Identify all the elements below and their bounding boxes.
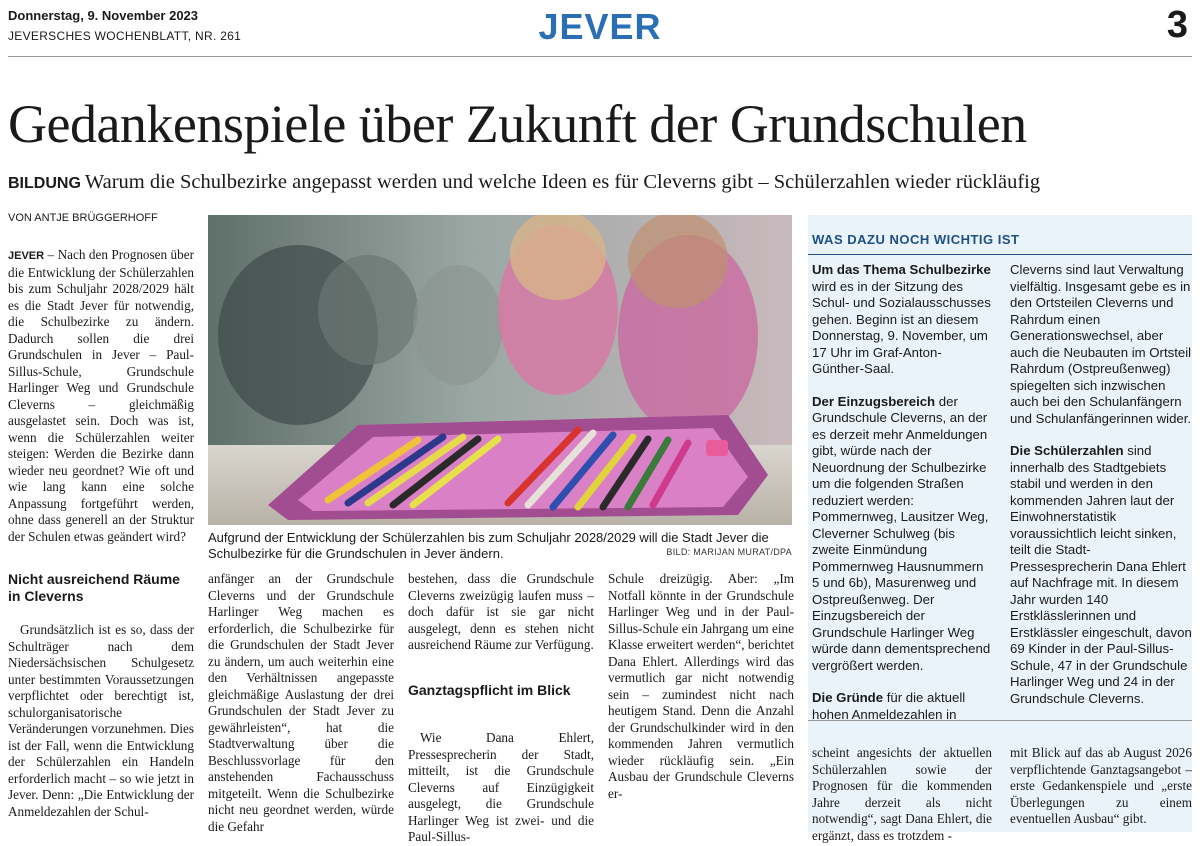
subhead-ganztag: Ganztagspflicht im Blick <box>408 682 571 698</box>
continuation-column-1: scheint angesichts der aktuellen Schülerzahlen sowie der Prognosen für die kommenden Jahre derzeit als nicht notwendig“, sagt Dana Ehlert, die ergänzt, dass es trotzdem - <box>812 745 992 843</box>
info-col2-text: Cleverns sind laut Verwaltung vielfältig. Insgesamt gebe es in den Ortsteilen Cleverns und Rahrdum einen Generationswechsel, aber auch die Neubauten im Ortsteil Rahrdum (Ostpreußenweg) spiegelten sich inzwischen auch bei den Schulanfängern und Schulanfängerinnen wider. <box>1010 262 1192 426</box>
info-item-3-text: für die aktuell hohen Anmeldezahlen in <box>812 690 966 722</box>
info-box-title: WAS DAZU NOCH WICHTIG IST <box>812 232 1020 247</box>
info-box-divider <box>808 254 1192 255</box>
article-headline: Gedankenspiele über Zukunft der Grundschulen <box>8 94 1027 154</box>
info-item-1-lead: Um das Thema Schulbezirke <box>812 262 991 277</box>
article-column-4: Schule dreizügig. Aber: „Im Notfall könnte in der Grundschule Harlinger Weg und in der Paul-Sillus-Schule ein Jahrgang um eine Klasse erweitert werden“, berichtet Dana Ehlert. Allerdings wird das vermutlich gar nicht notwendig sein – zumindest nicht nach heutigem Stand. Denn die Anzahl der Grundschulkinder wird in den kommenden Jahren vermutlich wieder rückläufig sein. „Ein Ausbau der Grundschule Cleverns er- <box>608 571 794 801</box>
info-item-1-text: wird es in der Sitzung des Schul- und Sozialausschusses gehen. Beginn ist an diesem Donnerstag, 9. November, um 17 Uhr im Graf-Anton-Günther-Saal. <box>812 278 991 376</box>
article-column-2: anfänger an der Grundschule Cleverns und der Grundschule Harlinger Weg machen es erforderlich, die Schulbezirke für die Grundschulen der Stadt Jever zu ändern, um auch weiterhin eine den Verhältnissen angepasste gleichmäßige Auslastung der drei Grundschulen der Stadt Jever zu gewährleisten“, hat die Stadtverwaltung über die Beschlussvorlage für den anstehenden Fachausschuss mitgeteilt. Wenn die Schulbezirke nicht neu geordnet werden, würde die Gefahr <box>208 571 394 834</box>
article-subline-text: Warum die Schulbezirke angepasst werden und welche Ideen es für Cleverns gibt – Schülerzahlen wieder rückläufig <box>84 171 1041 193</box>
article-photo <box>208 215 792 525</box>
info-item-4-lead: Die Schülerzahlen <box>1010 443 1124 458</box>
article-column-1 <box>8 247 194 545</box>
photo-caption: Aufgrund der Entwicklung der Schülerzahlen bis zum Schuljahr 2028/2029 will die Stadt Jever die Schulbezirke für die Grundschulen in Jever ändern. <box>208 530 769 561</box>
article-column-3: bestehen, dass die Grundschule Cleverns zweizügig laufen muss – doch dafür ist sie gar nicht ausgelegt, denn es stehen nicht ausreichend Räume zur Verfügung. <box>408 571 594 652</box>
article-kicker: BILDUNG <box>8 175 81 192</box>
dateline: JEVER <box>8 250 45 262</box>
byline: VON ANTJE BRÜGGERHOFF <box>8 212 158 224</box>
page-number: 3 <box>1166 4 1188 46</box>
subhead-raeume: Nicht ausreichend Räume in Cleverns <box>8 571 180 604</box>
info-box-column-2 <box>1010 262 1192 707</box>
info-box-column-1 <box>812 262 992 723</box>
info-item-2-lead: Der Einzugsbereich <box>812 393 936 409</box>
issue-date: Donnerstag, 9. November 2023 <box>8 8 199 23</box>
continuation-column-2: mit Blick auf das ab August 2026 verpflichtende Ganztagsangebot – erste Gedankenspiele und „erste Überlegungen zu einem eventuellen Ausbau“ gibt. <box>1010 745 1192 826</box>
info-item-2-text: der Grundschule Cleverns, an der es derzeit mehr Anmeldungen gibt, würde nach der Neuordnung der Schulbezirke um die folgenden Straßen reduziert werden: Pommernweg, Lausitzer Weg, Cleverner Schulweg (bis zweite Einmündung Pommernweg Hausnummern 5 und 6b), Masurenweg und Ostpreußenweg. Der Einzugsbereich der Grundschule Harlinger Weg würde dann dementsprechend vergrößert werden. <box>812 393 991 673</box>
publication-name: JEVERSCHES WOCHENBLATT, NR. 261 <box>8 29 242 43</box>
info-item-4-text: sind innerhalb des Stadtgebiets stabil und werden in den kommenden Jahren laut der Einwohnerstatistik voraussichtlich leicht sinken, teilt die Stadt-Pressesprecherin Dana Ehlert auf Nachfrage mit. In diesem Jahr wurden 140 Erstklässlerinnen und Erstklässler eingeschult, davon 69 Kinder in der Paul-Sillus-Schule, 47 in der Grundschule Harlinger Weg und 24 in der Grundschule Cleverns. <box>1010 443 1192 706</box>
section-title: JEVER <box>538 6 662 47</box>
header-divider <box>8 56 1192 57</box>
photo-credit: BILD: MARIJAN MURAT/DPA <box>666 547 792 557</box>
pencil-case-photo-illustration <box>208 215 792 525</box>
info-item-3-lead: Die Gründe <box>812 690 884 705</box>
article-subline <box>8 171 1198 194</box>
article-column-1b: Grundsätzlich ist es so, dass der Schulträger nach dem Niedersächsischen Schulgesetz unter bestimmten Voraussetzungen verpflichtet oder berechtigt ist, schulorganisatorische Veränderungen vorzunehmen. Dies ist der Fall, wenn die Entwicklung der Schülerzahlen ein Handeln erforderlich macht – so wie jetzt in Jever. Denn: „Die Entwicklung der Anmeldezahlen der Schul- <box>8 622 194 819</box>
article-column-3b: Wie Dana Ehlert, Pressesprecherin der Stadt, mitteilt, ist die Grundschule Cleverns auf Einzügigkeit ausgelegt, die Grundschule Harlinger Weg ist zwei- und die Paul-Sillus- <box>408 730 594 844</box>
continuation-divider <box>808 720 1192 721</box>
article-col1-text: – Nach den Prognosen über die Entwicklung der Schülerzahlen bis zum Schuljahr 2028/2029 hält es die Stadt Jever für notwendig, die Schulbezirke zu ändern. Dadurch sollen die drei Grundschulen in Jever – Paul-Sillus-Schule, Grundschule Harlinger Weg und Grundschule Cleverns – gleichmäßig ausgelastet sein. Doch was ist, wenn die Schülerzahlen weiter steigen: Werden die Bezirke dann wieder neu geordnet? Wie oft und wie lang kann eine solche Anpassung fortgeführt werden, ohne dass generell an der Struktur der Schulen etwas geändert wird? <box>8 247 194 544</box>
